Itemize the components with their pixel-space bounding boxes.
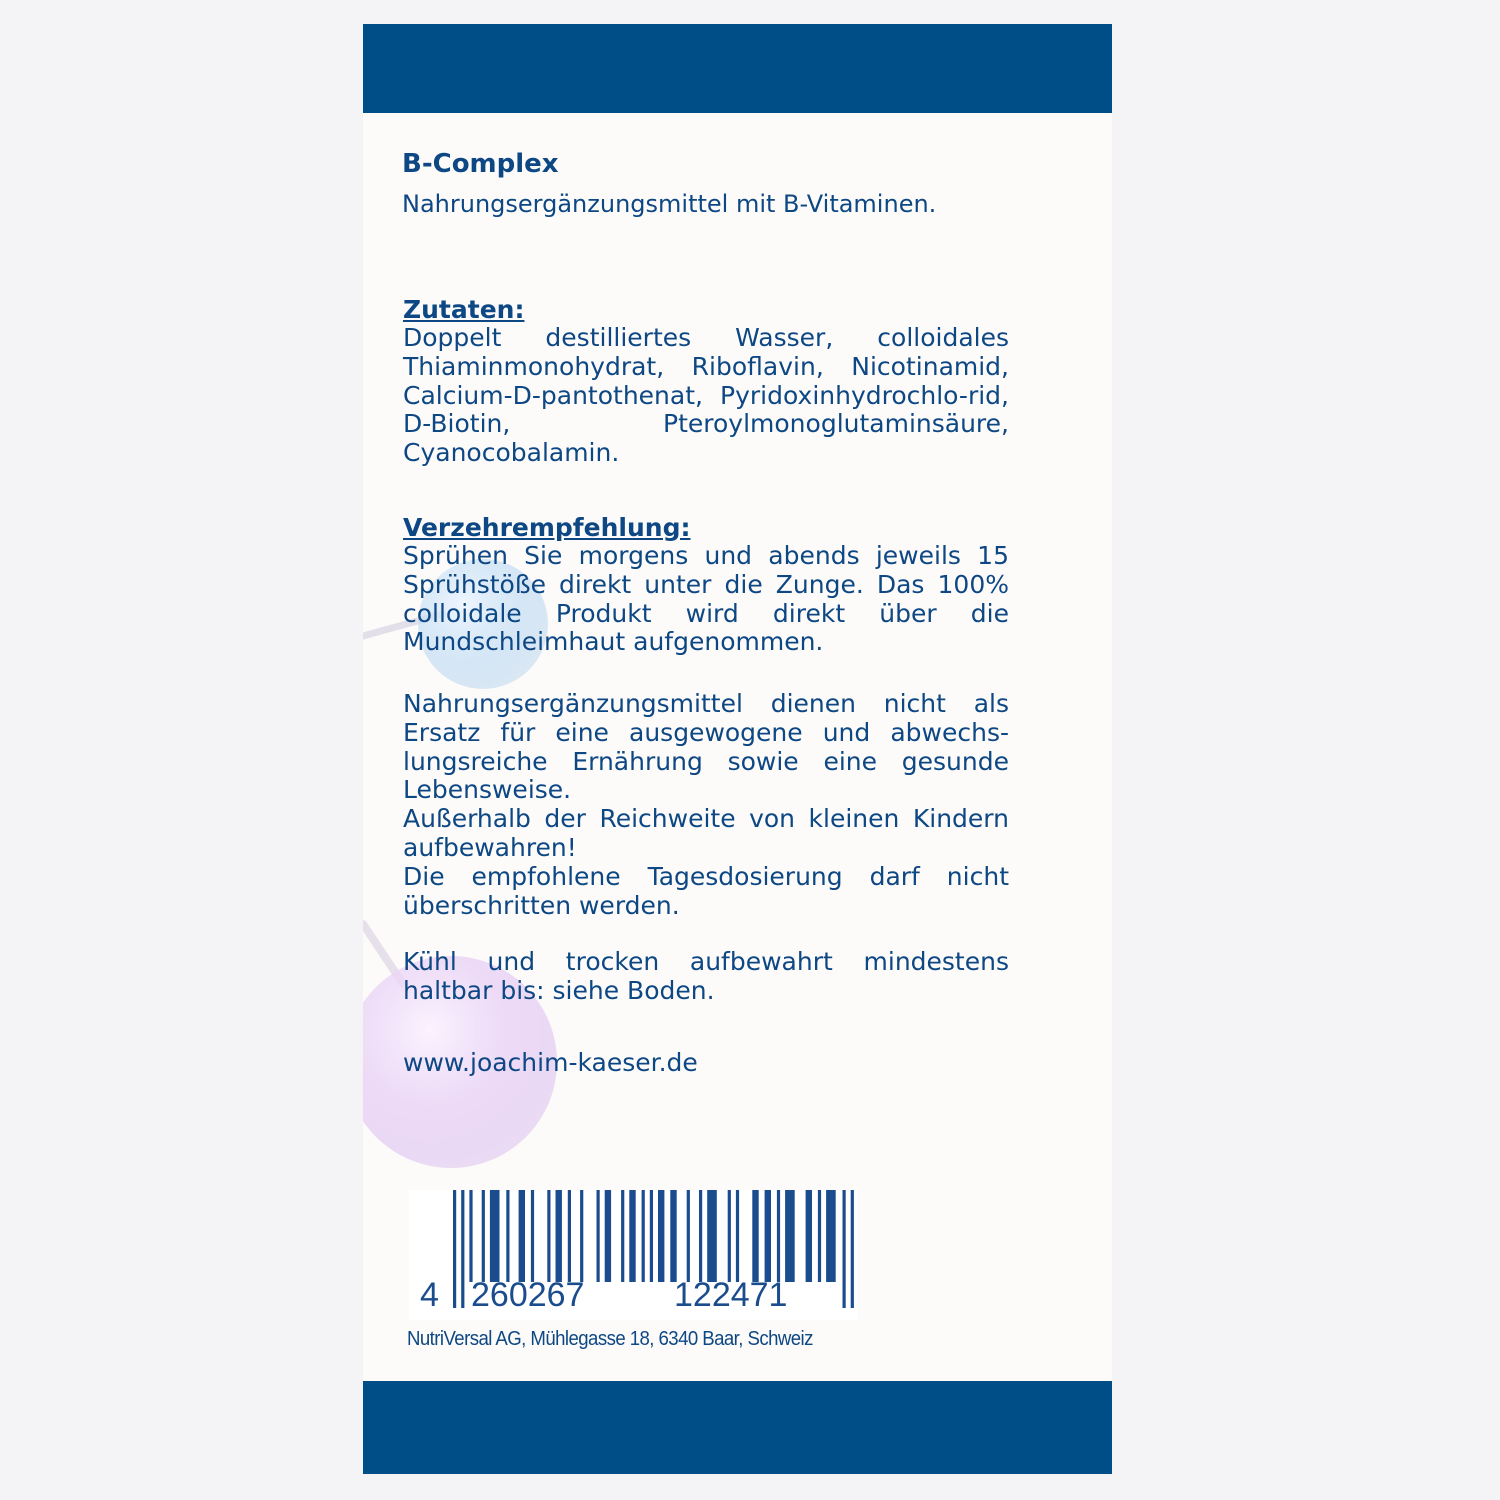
barcode-bar bbox=[752, 1190, 758, 1282]
barcode-bar bbox=[469, 1190, 472, 1282]
barcode-bar bbox=[785, 1190, 795, 1282]
barcode-bar bbox=[806, 1190, 812, 1282]
dosage-text: Sprühen Sie morgens und abends jeweils 15 Sprühstöße direkt unter die Zunge. Das 100% colloidale Produkt wird direkt über die Mundschleimhaut aufgenommen. bbox=[403, 541, 1009, 657]
ean-barcode bbox=[409, 1190, 858, 1320]
barcode-left-digits: 260267 bbox=[471, 1276, 585, 1314]
dosage-section bbox=[403, 513, 1009, 657]
barcode-bar bbox=[670, 1190, 676, 1282]
barcode-bar bbox=[736, 1190, 739, 1282]
barcode-bar bbox=[531, 1190, 534, 1282]
barcode-bar bbox=[629, 1190, 635, 1282]
barcode-bar bbox=[650, 1190, 653, 1282]
barcode-bar bbox=[556, 1190, 562, 1282]
barcode-bar bbox=[597, 1190, 600, 1282]
barcode-bar bbox=[506, 1190, 509, 1282]
supplement-notice: Nahrungsergänzungsmittel dienen nicht als Ersatz für eine ausgewogene und abwechs-lungsreiche Ernährung sowie eine gesunde Lebensweise. bbox=[403, 689, 1009, 805]
children-warning: Außerhalb der Reichweite von kleinen Kindern aufbewahren! bbox=[403, 804, 1009, 862]
product-label bbox=[363, 24, 1112, 1474]
barcode-bar bbox=[547, 1190, 550, 1282]
barcode-right-digits: 122471 bbox=[674, 1276, 788, 1314]
ingredients-section bbox=[403, 295, 1009, 468]
website-link[interactable]: www.joachim-kaeser.de bbox=[403, 1048, 698, 1077]
notices-section bbox=[403, 690, 1009, 920]
barcode-bar bbox=[482, 1190, 485, 1282]
barcode-bar bbox=[580, 1190, 583, 1282]
product-description: Nahrungsergänzungsmittel mit B-Vitaminen. bbox=[402, 190, 937, 218]
barcode-bar bbox=[621, 1190, 624, 1282]
storage-text: Kühl und trocken aufbewahrt mindestens haltbar bis: siehe Boden. bbox=[403, 947, 1009, 1005]
barcode-bar bbox=[658, 1190, 664, 1282]
barcode-bar bbox=[490, 1190, 500, 1282]
barcode-bar bbox=[826, 1190, 836, 1282]
barcode-bar bbox=[605, 1190, 611, 1282]
bottom-color-band bbox=[363, 1381, 1112, 1474]
barcode-bar bbox=[818, 1190, 821, 1282]
ingredients-text: Doppelt destilliertes Wasser, colloidales Thiaminmonohydrat, Riboflavin, Nicotinamid, Calcium-D-pantothenat, Pyridoxinhydrochlo-rid, D-Biotin, Pteroylmonoglutaminsäure, Cyanocobalamin. bbox=[403, 323, 1009, 468]
dose-limit-warning: Die empfohlene Tagesdosierung darf nicht überschritten werden. bbox=[403, 861, 1009, 920]
barcode-bar bbox=[642, 1190, 645, 1282]
barcode-first-digit: 4 bbox=[420, 1276, 439, 1314]
barcode-bar bbox=[765, 1190, 771, 1282]
barcode-bar bbox=[707, 1190, 717, 1282]
barcode-bar bbox=[777, 1190, 780, 1282]
manufacturer-address: NutriVersal AG, Mühlegasse 18, 6340 Baar, Schweiz bbox=[407, 1328, 813, 1350]
barcode-bar bbox=[699, 1190, 702, 1282]
product-name: B-Complex bbox=[402, 149, 559, 179]
barcode-digits bbox=[417, 1276, 857, 1316]
storage-section bbox=[403, 948, 1009, 1006]
barcode-bar bbox=[568, 1190, 571, 1282]
ingredients-heading: Zutaten: bbox=[403, 295, 525, 324]
dosage-heading: Verzehrempfehlung: bbox=[403, 513, 691, 542]
barcode-bar bbox=[728, 1190, 731, 1282]
barcode-bar bbox=[519, 1190, 525, 1282]
barcode-bar bbox=[687, 1190, 690, 1282]
